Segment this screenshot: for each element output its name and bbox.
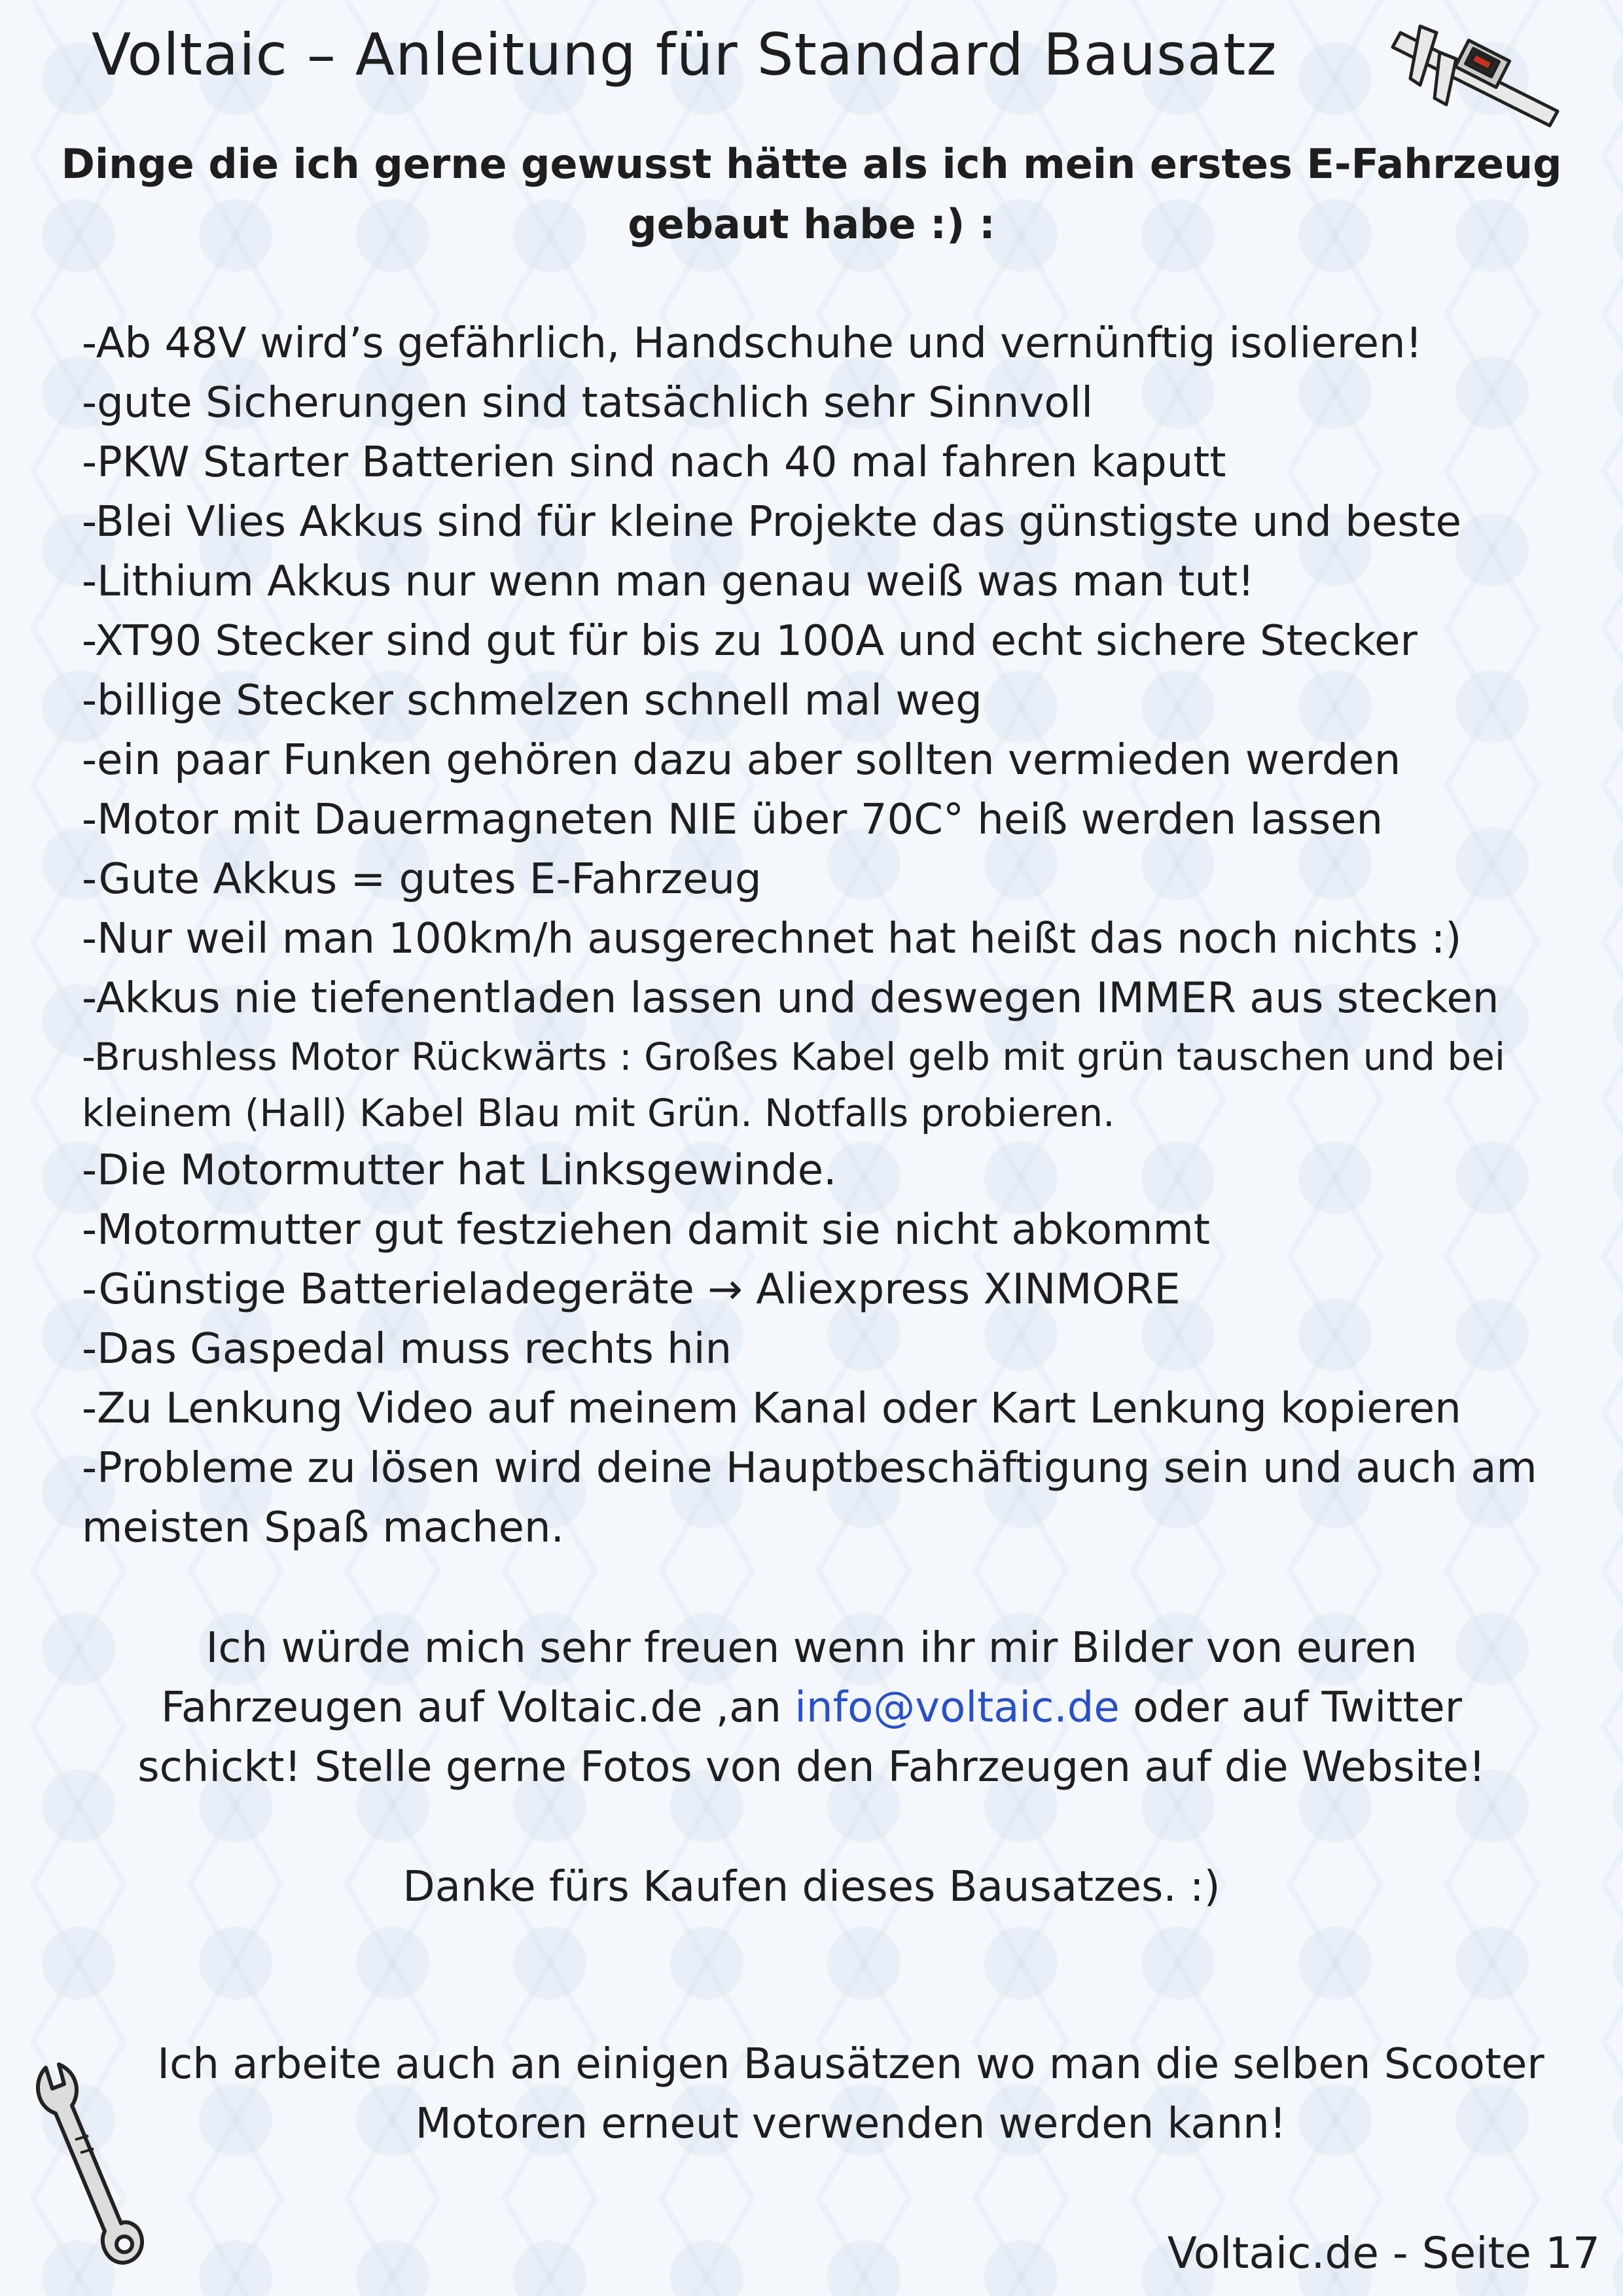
photo-request-text-a: Ich würde mich sehr freuen wenn ihr mir Bilder von euren Fahrzeugen auf Voltaic.de ,an — [160, 1624, 1418, 1732]
tip-item: -Probleme zu lösen wird deine Hauptbeschäftigung sein und auch am meisten Spaß machen. — [82, 1444, 1537, 1552]
tip-item: -Ab 48V wird’s gefährlich, Handschuhe und vernünftig isolieren! — [82, 319, 1423, 368]
tip-item: -Zu Lenkung Video auf meinem Kanal oder Kart Lenkung kopieren — [82, 1385, 1461, 1433]
tips-list — [82, 314, 1587, 1558]
caliper-icon — [1374, 13, 1571, 144]
tip-item: -Akkus nie tiefenentladen lassen und deswegen IMMER aus stecken — [82, 974, 1499, 1023]
tip-item: -Günstige Batterieladegeräte → Aliexpress XINMORE — [82, 1265, 1181, 1314]
future-kits-paragraph: Ich arbeite auch an einigen Bausätzen wo man die selben Scooter Motoren erneut verwenden werden kann! — [157, 2040, 1544, 2148]
tip-item: -Motormutter gut festziehen damit sie nicht abkommt — [82, 1206, 1210, 1254]
tip-item: -Das Gaspedal muss rechts hin — [82, 1325, 732, 1373]
tip-item: -Blei Vlies Akkus sind für kleine Projekte das günstigste und beste — [82, 498, 1462, 546]
tip-item: -ein paar Funken gehören dazu aber sollten vermieden werden — [82, 736, 1401, 785]
page-footer: Voltaic.de - Seite 17 — [1167, 2228, 1600, 2278]
photo-request-paragraph — [92, 1619, 1531, 1797]
tip-item: -Gute Akkus = gutes E-Fahrzeug — [82, 855, 762, 904]
tip-item: -Motor mit Dauermagneten NIE über 70C° heiß werden lassen — [82, 796, 1383, 844]
tip-item: -Lithium Akkus nur wenn man genau weiß was man tut! — [82, 557, 1255, 606]
tip-item: -Nur weil man 100km/h ausgerechnet hat heißt das noch nichts :) — [82, 915, 1462, 963]
intro-heading — [0, 134, 1623, 255]
page-title: Voltaic – Anleitung für Standard Bausatz — [92, 21, 1277, 88]
tip-item: -Die Motormutter hat Linksgewinde. — [82, 1146, 837, 1195]
email-link[interactable]: info@voltaic.de — [794, 1684, 1120, 1732]
tip-item: -PKW Starter Batterien sind nach 40 mal fahren kaputt — [82, 438, 1226, 487]
tip-item: -XT90 Stecker sind gut für bis zu 100A und echt sichere Stecker — [82, 617, 1418, 665]
intro-heading-line1: Dinge die ich gerne gewusst hätte als ich mein erstes E-Fahrzeug — [61, 140, 1562, 188]
tip-item: -Brushless Motor Rückwärts : Großes Kabel gelb mit grün tauschen und bei kleinem (Hall) Kabel Blau mit Grün. Notfalls probieren. — [82, 1034, 1505, 1135]
tip-item: -billige Stecker schmelzen schnell mal weg — [82, 677, 982, 725]
tip-item: -gute Sicherungen sind tatsächlich sehr Sinnvoll — [82, 379, 1094, 427]
intro-heading-line2: gebaut habe :) : — [628, 200, 995, 248]
photo-request-text-b: oder auf Twitter schickt! Stelle gerne Fotos von den Fahrzeugen auf die Website! — [137, 1684, 1486, 1792]
thanks-text: Danke fürs Kaufen dieses Bausatzes. :) — [402, 1863, 1221, 1911]
wrench-icon — [26, 2055, 151, 2270]
